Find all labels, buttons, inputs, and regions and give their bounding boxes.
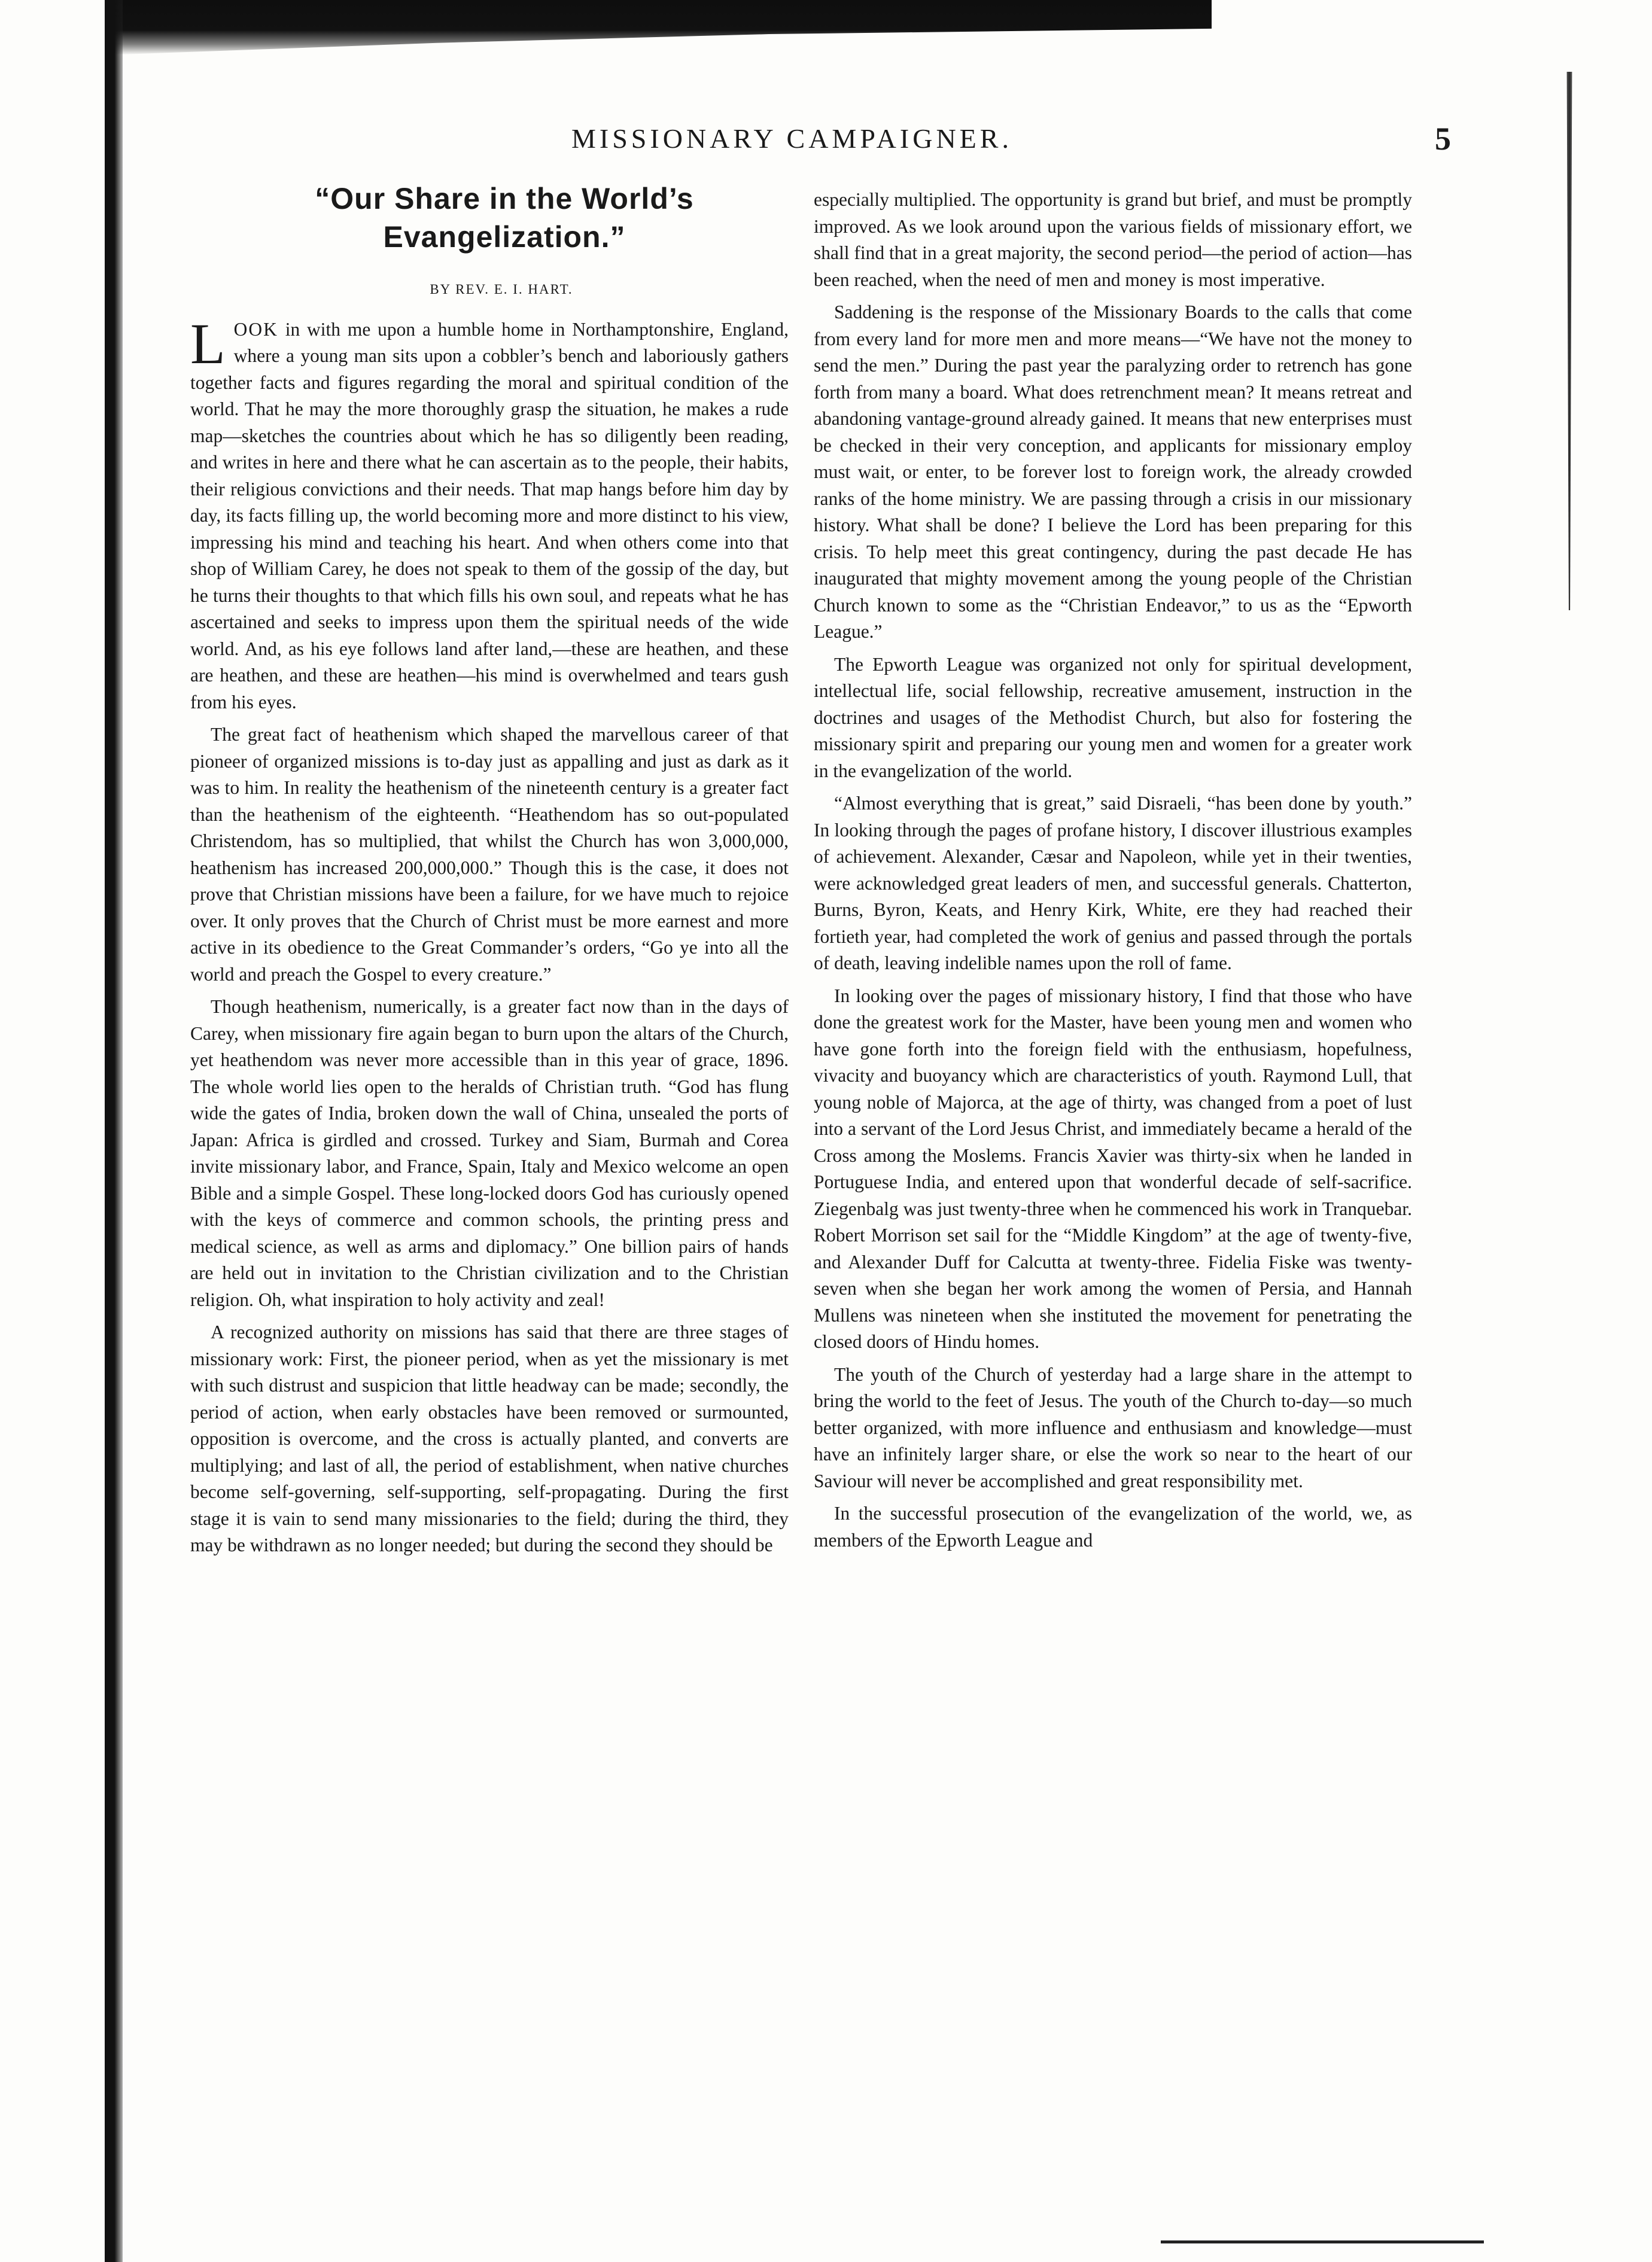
paragraph: Saddening is the response of the Missionary Boards to the calls that come from every land for more men and more means—“We have not the money to send the men.” During the past year the paralyzing order to retrench has gone forth from many a board. What does retrenchment mean? It means retreat and abandoning vantage-ground already gained. It means that new enterprises must be checked in their very conception, and applicants for missionary employ must wait, or enter, to be forever lost to foreign work, the already crowded ranks of the home ministry. We are passing through a crisis in our missionary history. What shall be done? I believe the Lord has been preparing for this crisis. To help meet this great contingency, during the past decade He has inaugurated that mighty movement among the young people of the Christian Church known to some as the “Christian Endeavor,” to us as the “Epworth League.” — [814, 302, 1412, 642]
scan-edge-right — [1563, 72, 1576, 610]
paragraph: Though heathenism, numerically, is a greater fact now than in the days of Carey, when missionary fire again began to burn upon the altars of the Church, yet heathendom was never more accessible than in this year of grace, 1896. The whole world lies open to the heralds of Christian truth. “God has flung wide the gates of India, broken down the wall of China, unsealed the ports of Japan: Africa is girdled and crossed. Turkey and Siam, Burmah and Corea invite missionary labor, and France, Spain, Italy and Mexico welcome an open Bible and a simple Gospel. These long-locked doors God has curiously opened with the keys of commerce and common schools, the printing press and medical science, as well as arms and diplomacy.” One billion pairs of hands are held out in invitation to the Christian civilization and to the Christian religion. Oh, what inspiration to holy activity and zeal! — [190, 996, 789, 1310]
column-right — [814, 187, 1412, 1560]
scan-edge-left — [105, 0, 123, 2262]
column-left — [190, 179, 789, 1565]
page-number: 5 — [1435, 121, 1451, 157]
paragraph: The youth of the Church of yesterday had a large share in the attempt to bring the world to the feet of Jesus. The youth of the Church to-day—so much better organized, with more influence and enthusiasm and knowledge—must have an infinitely larger share, or else the work so near to the heart of our Saviour will never be accomplished and great responsibility met. — [814, 1363, 1412, 1491]
paragraph: especially multiplied. The opportunity is grand but brief, and must be promptly improved. As we look around upon the various fields of missionary effort, we shall find that in a great majority, the second period—the period of action—has been reached, when the need of men and money is most imperative. — [814, 189, 1412, 290]
paragraph: “Almost everything that is great,” said Disraeli, “has been done by youth.” In looking through the pages of profane history, I discover illustrious examples of achievement. Alexander, Cæsar and Napoleon, while yet in their twenties, were acknowledged great leaders of men, and successful generals. Chatterton, Burns, Byron, Keats, and Henry Kirk, White, ere they had reached their fortieth year, had completed the work of genius and passed through the portals of death, leaving indelible names upon the roll of fame. — [814, 793, 1412, 973]
scan-rule-bottom — [1161, 2240, 1484, 2243]
article-title: “Our Share in the World’s Evangelization.” — [315, 182, 694, 254]
paragraph: In looking over the pages of missionary history, I find that those who have done the greatest work for the Master, have been young men and women who have gone forth into the foreign field with the enthusiasm, hopefulness, vivacity and buoyancy which are characteristics of youth. Raymond Lull, that young noble of Majorca, at the age of thirty, was changed from a poet of lust into a servant of the Lord Jesus Christ, and immediately became a herald of the Cross among the Moslems. Francis Xavier was thirty-six when he landed in Portuguese India, and entered upon that wonderful decade of self-sacrifice. Ziegenbalg was just twenty-three when he commenced his work in Tranquebar. Robert Morrison set sail for the “Middle Kingdom” at the age of twenty-five, and Alexander Duff for Calcutta at twenty-three. Fidelia Fiske was twenty-seven when she began her work among the women of Persia, and Hannah Mullens was nineteen when she instituted the movement for penetrating the closed doors of Hindu homes. — [814, 985, 1412, 1352]
paragraph-text: in with me upon a humble home in Northamptonshire, England, where a young man sits upon a cobbler’s bench and laboriously gathers together facts and figures regarding the moral and spiritual condition of the world. That he may the more thoroughly grasp the situation, he makes a rude map—sketches the countries about which he has so diligently been reading, and writes in here and there what he can ascertain as to the people, their habits, their religious convictions and their needs. That map hangs before him day by day, its facts filling up, the world becoming more and more distinct to his view, impressing his mind and teaching his heart. And when others come into that shop of William Carey, he does not speak to them of the gossip of the day, but he turns their thoughts to that which fills his own soul, and repeats what he has ascertained and seeks to impress upon them the spiritual needs of the wide world. And, as his eye follows land after land,—these are heathen, and these are heathen, and these are heathen—his mind is overwhelmed and tears gush from his eyes. — [190, 318, 789, 713]
article-byline: BY REV. E. I. HART. — [430, 282, 573, 297]
running-head-title: MISSIONARY CAMPAIGNER. — [571, 123, 1012, 154]
paragraph: The Epworth League was organized not only for spiritual development, intellectual life, social fellowship, recreative amusement, instruction in the doctrines and usages of the Methodist Church, but also for fostering the missionary spirit and preparing our young men and women for a greater work in the evangelization of the world. — [814, 653, 1412, 781]
scan-edge-top — [105, 0, 1212, 55]
lead-in: OOK — [233, 318, 278, 340]
drop-cap: L — [190, 311, 226, 376]
paragraph: The great fact of heathenism which shaped the marvellous career of that pioneer of organized missions is to-day just as appalling and just as dark as it was to him. In reality the heathenism of the nineteenth century is a greater fact than the heathenism of the eighteenth. “Heathendom has so out-populated Christendom, has so multiplied, that whilst the Church has won 3,000,000, heathenism has increased 200,000,000.” Though this is the case, it does not prove that Christian missions have been a failure, for we have much to rejoice over. It only proves that the Church of Christ must be more earnest and more active in its obedience to the Great Commander’s orders, “Go ye into all the world and preach the Gospel to every creature.” — [190, 724, 789, 985]
paragraph: A recognized authority on missions has said that there are three stages of missionary work: First, the pioneer period, when as yet the missionary is met with such distrust and suspicion that little headway can be made; secondly, the period of action, when early obstacles have been removed or surmounted, opposition is overcome, and the cross is actually planted, and converts are multiplying; and last of all, the period of establishment, when native churches become self-governing, self-supporting, self-propagating. During the first stage it is vain to send many missionaries to the field; during the third, they may be withdrawn as no longer needed; but during the second they should be — [190, 1322, 789, 1555]
paragraph: In the successful prosecution of the evangelization of the world, we, as members of the Epworth League and — [814, 1503, 1412, 1551]
paragraph — [190, 311, 789, 716]
